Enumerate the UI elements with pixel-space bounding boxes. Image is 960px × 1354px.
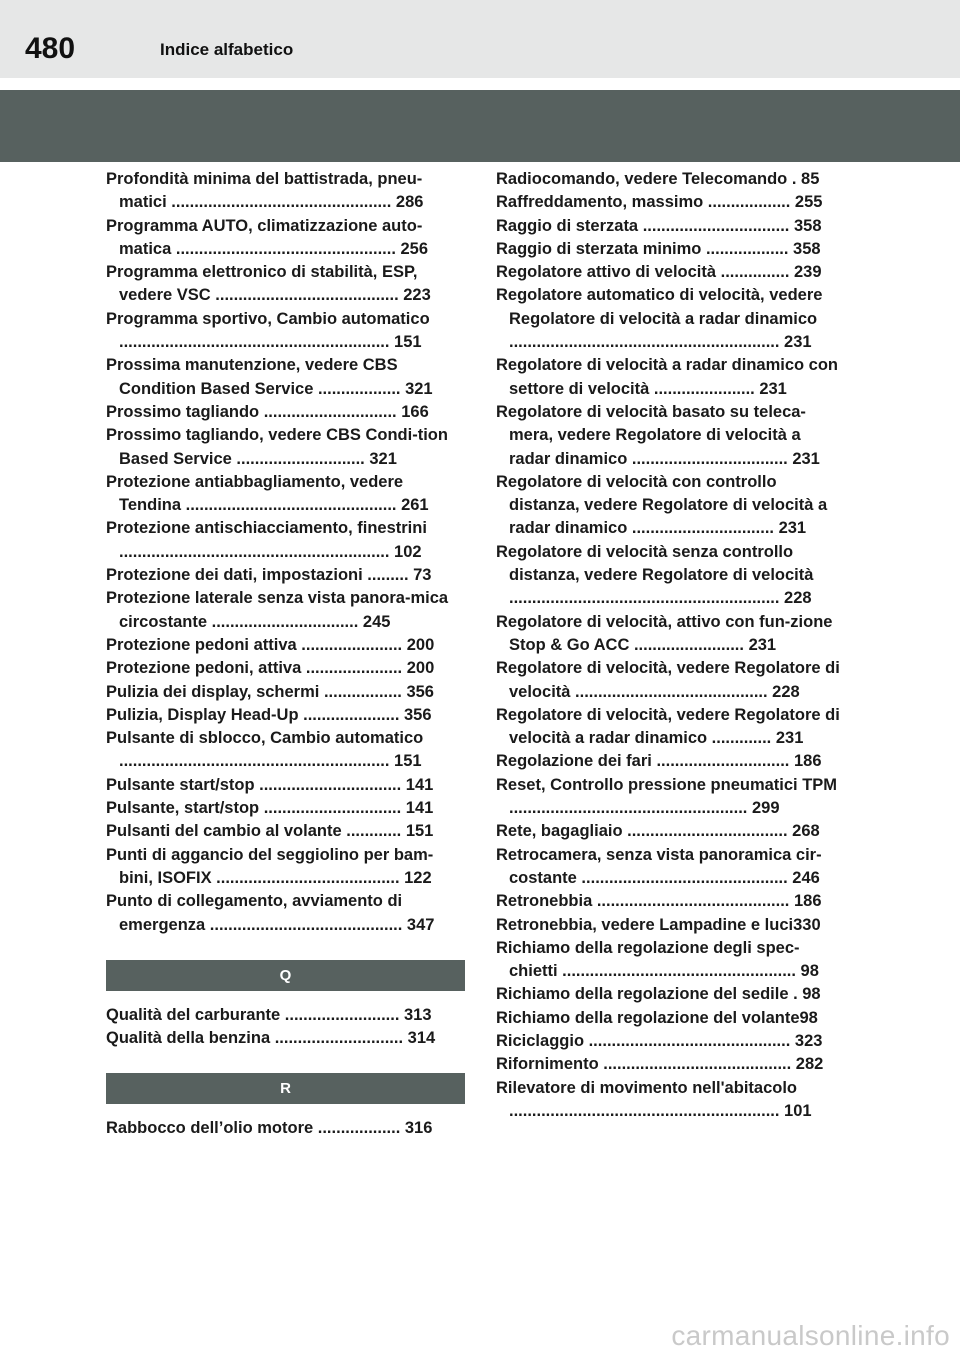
index-entry: Raggio di sterzata ................................ 358 xyxy=(496,216,822,235)
index-entry: Riciclaggio ............................................ 323 xyxy=(496,1031,823,1050)
section-title: Indice alfabetico xyxy=(160,40,294,59)
index-entry: Rabbocco dell’olio motore .................. 316 xyxy=(106,1119,433,1138)
index-entry: Richiamo della regolazione degli spec-chietti ................................................... 98 xyxy=(496,938,819,981)
index-entry: Protezione pedoni attiva ...................... 200 xyxy=(106,635,435,654)
header-dark-band xyxy=(0,90,960,162)
index-entry: Raffreddamento, massimo .................. 255 xyxy=(496,193,823,212)
index-list-p xyxy=(106,168,466,937)
page-header-bar xyxy=(0,0,960,78)
index-column-left xyxy=(106,168,466,1141)
index-entry: Prossima manutenzione, vedere CBS Condition Based Service .................. 321 xyxy=(106,356,433,398)
index-entry: Regolatore di velocità a radar dinamico con settore di velocità ...................... 231 xyxy=(496,356,839,398)
index-entry: Regolatore di velocità con controllo distanza, vedere Regolatore di velocità a radar dinamico ............................... 231 xyxy=(496,472,828,538)
index-entry: Regolatore di velocità, vedere Regolatore di velocità .......................................... 228 xyxy=(496,659,840,701)
index-entry: Programma elettronico di stabilità, ESP, vedere VSC ........................................ 223 xyxy=(106,263,431,305)
index-entry: Rete, bagagliaio ................................... 268 xyxy=(496,822,820,841)
index-list-r-left xyxy=(106,1117,466,1140)
index-entry: Punti di aggancio del seggiolino per bam-bini, ISOFIX ........................................ 122 xyxy=(106,845,434,887)
index-entry: Retronebbia .......................................... 186 xyxy=(496,892,822,911)
index-entry: Regolatore attivo di velocità ............... 239 xyxy=(496,263,822,282)
index-entry: Pulsante, start/stop .............................. 141 xyxy=(106,799,434,818)
index-entry: Protezione pedoni, attiva ..................... 200 xyxy=(106,659,435,678)
index-entry: Rilevatore di movimento nell'abitacolo ........................................................... 101 xyxy=(496,1078,812,1120)
index-entry: Raggio di sterzata minimo .................. 358 xyxy=(496,239,821,258)
index-entry: Protezione laterale senza vista panora-mica circostante ................................ 245 xyxy=(106,589,449,631)
index-list-r-right xyxy=(496,168,846,1123)
index-entry: Punto di collegamento, avviamento di emergenza .......................................... 347 xyxy=(106,892,435,934)
index-column-right xyxy=(496,168,846,1123)
index-entry: Pulsante start/stop ............................... 141 xyxy=(106,775,434,794)
index-entry: Protezione dei dati, impostazioni ......... 73 xyxy=(106,566,432,585)
index-entry: Programma sportivo, Cambio automatico ........................................................... 151 xyxy=(106,309,430,352)
index-entry: Protezione antiabbagliamento, vedere Tendina .............................................. 261 xyxy=(106,472,429,515)
index-list-q xyxy=(106,1004,466,1051)
index-entry: Prossimo tagliando ............................. 166 xyxy=(106,402,429,421)
index-entry: Radiocomando, vedere Telecomando . 85 xyxy=(496,170,820,188)
index-entry: Pulizia dei display, schermi ................. 356 xyxy=(106,682,434,701)
index-entry: Programma AUTO, climatizzazione auto-matica ................................................ 256 xyxy=(106,216,429,258)
index-entry: Pulsanti del cambio al volante ............ 151 xyxy=(106,822,434,841)
index-entry: Rifornimento ......................................... 282 xyxy=(496,1055,824,1074)
index-entry: Qualità del carburante ......................... 313 xyxy=(106,1005,432,1024)
index-entry: Pulsante di sblocco, Cambio automatico ........................................................... 151 xyxy=(106,729,424,771)
index-entry: Pulizia, Display Head-Up ..................... 356 xyxy=(106,705,432,724)
index-entry: Regolatore automatico di velocità, vedere Regolatore di velocità a radar dinamico ........................................................... 231 xyxy=(496,286,823,352)
index-entry: Retronebbia, vedere Lampadine e luci330 xyxy=(496,915,821,934)
index-entry: Richiamo della regolazione del sedile . 98 xyxy=(496,985,821,1004)
letter-header-q: Q xyxy=(106,960,465,991)
index-entry: Reset, Controllo pressione pneumatici TPM .................................................... 299 xyxy=(496,775,838,818)
index-entry: Protezione antischiacciamento, finestrini ........................................................... 102 xyxy=(106,519,427,561)
index-entry: Regolatore di velocità, attivo con fun-zione Stop & Go ACC ........................ 231 xyxy=(496,612,833,654)
index-entry: Regolatore di velocità senza controllo distanza, vedere Regolatore di velocità ........................................................... 228 xyxy=(496,542,814,608)
index-entry: Profondità minima del battistrada, pneu-matici ................................................ 286 xyxy=(106,170,424,212)
page-number: 480 xyxy=(25,32,76,65)
letter-header-r: R xyxy=(106,1073,465,1104)
watermark-text: carmanualsonline.info xyxy=(671,1320,950,1351)
index-entry: Regolatore di velocità, vedere Regolatore di velocità a radar dinamico ............. 231 xyxy=(496,705,840,748)
index-entry: Qualità della benzina ............................ 314 xyxy=(106,1029,436,1048)
index-entry: Regolatore di velocità basato su teleca-mera, vedere Regolatore di velocità a radar dinamico .................................. 231 xyxy=(496,402,820,468)
index-entry: Retrocamera, senza vista panoramica cir-costante ............................................. 246 xyxy=(496,845,822,887)
index-entry: Prossimo tagliando, vedere CBS Condi-tion Based Service ............................ 321 xyxy=(106,426,448,468)
index-entry: Richiamo della regolazione del volante98 xyxy=(496,1008,818,1027)
index-entry: Regolazione dei fari ............................. 186 xyxy=(496,752,822,771)
